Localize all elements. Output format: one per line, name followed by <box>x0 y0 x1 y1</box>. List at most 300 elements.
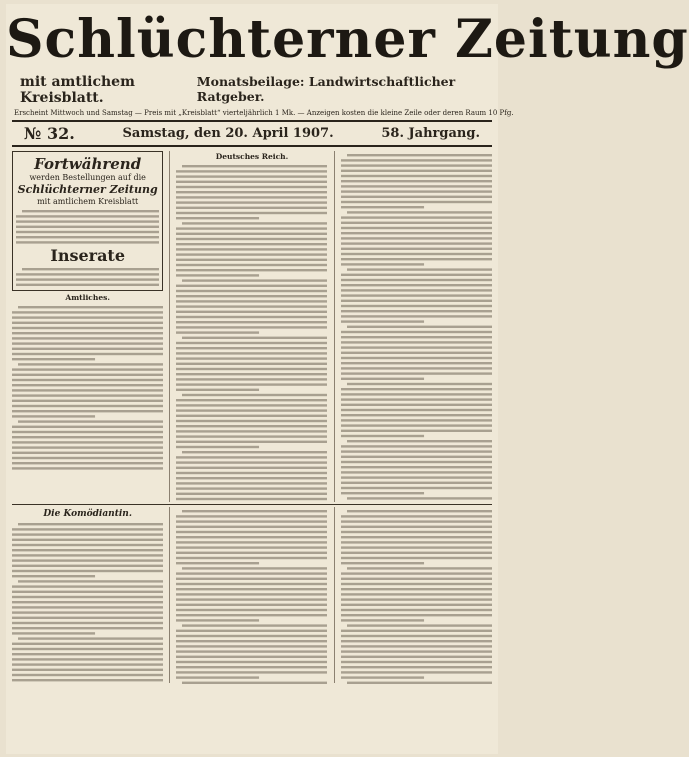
print-line <box>176 331 259 333</box>
print-line <box>176 425 327 427</box>
print-line <box>176 487 327 489</box>
print-line <box>341 526 492 528</box>
print-line <box>176 572 327 574</box>
print-line <box>12 467 163 469</box>
print-line <box>341 456 492 458</box>
print-line <box>176 604 327 606</box>
print-line <box>176 186 327 188</box>
print-line <box>347 154 492 156</box>
print-line <box>176 676 259 678</box>
print-line <box>176 347 327 349</box>
print-line <box>341 645 492 647</box>
print-line <box>341 671 492 673</box>
print-line <box>341 552 492 554</box>
print-line <box>341 531 492 533</box>
print-line <box>347 624 492 626</box>
print-line <box>176 477 327 479</box>
print-line <box>341 583 492 585</box>
print-line <box>176 536 327 538</box>
print-line <box>341 604 492 606</box>
print-line <box>12 669 163 671</box>
feuilleton-column <box>12 507 163 683</box>
print-line <box>341 541 492 543</box>
print-line <box>176 399 327 401</box>
volume-number: 58. Jahrgang. <box>381 126 480 141</box>
print-line <box>341 305 492 307</box>
print-line <box>176 305 327 307</box>
print-line <box>176 650 327 652</box>
print-lines <box>341 507 492 683</box>
print-line <box>182 682 327 684</box>
print-line <box>176 248 327 250</box>
print-line <box>12 322 163 324</box>
print-line <box>176 461 327 463</box>
print-line <box>341 170 492 172</box>
print-line <box>341 409 492 411</box>
print-line <box>176 316 327 318</box>
print-line <box>176 259 327 261</box>
print-line <box>341 476 492 478</box>
ad-inserate: Inserate <box>50 246 125 265</box>
print-line <box>341 336 492 338</box>
print-line <box>341 572 492 574</box>
print-line <box>341 393 492 395</box>
print-line <box>341 232 492 234</box>
print-line <box>12 534 163 536</box>
print-line <box>12 368 163 370</box>
print-line <box>12 539 163 541</box>
print-line <box>12 462 163 464</box>
print-line <box>12 389 163 391</box>
print-line <box>16 273 159 275</box>
print-line <box>182 567 327 569</box>
left-column <box>12 151 163 502</box>
print-line <box>341 614 492 616</box>
print-line <box>176 588 327 590</box>
print-line <box>12 379 163 381</box>
print-line <box>12 384 163 386</box>
print-line <box>341 185 492 187</box>
print-line <box>12 358 95 360</box>
print-line <box>12 591 163 593</box>
print-line <box>341 196 492 198</box>
ad-body-text-2 <box>16 265 159 287</box>
section-divider <box>12 504 492 505</box>
print-line <box>12 528 163 530</box>
print-line <box>341 248 492 250</box>
print-line <box>176 661 327 663</box>
amtliches-text <box>12 303 163 473</box>
print-line <box>341 635 492 637</box>
print-line <box>182 337 327 339</box>
print-line <box>341 487 492 489</box>
print-line <box>22 268 159 270</box>
print-line <box>176 175 327 177</box>
print-line <box>341 164 492 166</box>
print-line <box>12 648 163 650</box>
print-line <box>341 398 492 400</box>
print-line <box>176 207 327 209</box>
print-line <box>176 285 327 287</box>
ad-heading: Fortwährend <box>34 155 142 173</box>
print-line <box>341 357 492 359</box>
print-line <box>347 326 492 328</box>
print-line <box>12 554 163 556</box>
print-line <box>176 191 327 193</box>
print-line <box>12 316 163 318</box>
print-line <box>18 638 163 640</box>
print-line <box>12 627 163 629</box>
print-line <box>341 216 492 218</box>
print-line <box>341 346 492 348</box>
print-line <box>176 420 327 422</box>
print-line <box>22 210 159 212</box>
print-line <box>341 450 492 452</box>
print-line <box>12 452 163 454</box>
print-line <box>341 546 492 548</box>
print-line <box>341 331 492 333</box>
print-line <box>176 467 327 469</box>
print-line <box>341 372 492 374</box>
print-line <box>182 165 327 167</box>
print-line <box>176 666 327 668</box>
print-line <box>341 676 424 678</box>
print-line <box>341 362 492 364</box>
print-line <box>176 233 327 235</box>
print-line <box>176 482 327 484</box>
print-line <box>176 243 327 245</box>
print-lines <box>12 520 163 680</box>
lower-columns <box>6 507 498 683</box>
print-line <box>176 311 327 313</box>
print-line <box>12 426 163 428</box>
print-line <box>341 294 492 296</box>
feuilleton-text-2 <box>176 507 327 683</box>
print-line <box>176 435 327 437</box>
print-line <box>176 531 327 533</box>
print-line <box>12 415 95 417</box>
print-line <box>12 560 163 562</box>
print-line <box>176 389 259 391</box>
print-line <box>341 650 492 652</box>
print-line <box>341 175 492 177</box>
feuilleton-text-3 <box>341 507 492 683</box>
print-line <box>176 326 327 328</box>
print-line <box>12 394 163 396</box>
newspaper-page <box>6 4 689 754</box>
print-line <box>341 242 492 244</box>
print-line <box>18 363 163 365</box>
print-line <box>347 440 492 442</box>
print-line <box>12 441 163 443</box>
print-line <box>341 445 492 447</box>
print-line <box>176 456 327 458</box>
print-line <box>12 570 163 572</box>
print-line <box>12 664 163 666</box>
print-line <box>12 446 163 448</box>
print-line <box>176 295 327 297</box>
print-line <box>176 640 327 642</box>
print-line <box>341 190 492 192</box>
print-line <box>12 311 163 313</box>
print-line <box>176 383 327 385</box>
print-line <box>12 337 163 339</box>
print-line <box>176 645 327 647</box>
print-line <box>341 471 492 473</box>
print-line <box>12 612 163 614</box>
print-line <box>176 472 327 474</box>
print-line <box>341 222 492 224</box>
print-line <box>176 578 327 580</box>
print-line <box>12 374 163 376</box>
subscription-ad <box>12 151 163 291</box>
print-line <box>176 446 259 448</box>
print-line <box>341 237 492 239</box>
print-line <box>341 310 492 312</box>
print-line <box>341 435 424 437</box>
print-line <box>341 630 492 632</box>
print-line <box>341 520 492 522</box>
print-line <box>182 624 327 626</box>
print-line <box>176 619 259 621</box>
print-line <box>16 241 159 243</box>
print-line <box>176 300 327 302</box>
print-line <box>347 383 492 385</box>
print-line <box>12 596 163 598</box>
issue-number: № 32. <box>24 124 75 143</box>
print-line <box>341 315 492 317</box>
print-line <box>341 263 424 265</box>
print-line <box>176 614 327 616</box>
print-line <box>12 400 163 402</box>
print-line <box>12 565 163 567</box>
print-line <box>347 567 492 569</box>
section-amtliches: Amtliches. <box>65 293 110 302</box>
print-line <box>176 598 327 600</box>
feuilleton-column-2 <box>169 507 327 683</box>
print-line <box>341 461 492 463</box>
print-line <box>341 227 492 229</box>
print-line <box>12 544 163 546</box>
print-line <box>341 159 492 161</box>
issue-date: Samstag, den 20. April 1907. <box>122 126 334 141</box>
print-line <box>341 378 424 380</box>
print-line <box>182 510 327 512</box>
print-line <box>16 231 159 233</box>
print-line <box>176 181 327 183</box>
print-line <box>18 580 163 582</box>
print-lines <box>12 303 163 473</box>
print-line <box>16 220 159 222</box>
print-line <box>12 457 163 459</box>
upper-columns <box>6 147 498 502</box>
print-line <box>341 515 492 517</box>
print-line <box>347 268 492 270</box>
masthead-subline <box>6 74 498 106</box>
print-line <box>341 536 492 538</box>
print-line <box>12 606 163 608</box>
masthead-info-line: Erscheint Mittwoch und Samstag — Preis mit „Kreisblatt“ vierteljährlich 1 Mk. — Anzeigen kosten die kleine Zeile oder deren Raum 10 Pfg. <box>14 109 514 117</box>
print-line <box>176 430 327 432</box>
print-line <box>176 368 327 370</box>
print-line <box>176 593 327 595</box>
print-line <box>341 352 492 354</box>
print-line <box>347 682 492 684</box>
print-line <box>176 541 327 543</box>
print-lines <box>176 507 327 683</box>
print-line <box>176 196 327 198</box>
print-line <box>176 342 327 344</box>
print-line <box>341 320 424 322</box>
print-line <box>176 321 327 323</box>
right-column-text <box>341 151 492 501</box>
print-line <box>12 549 163 551</box>
print-line <box>182 222 327 224</box>
print-line <box>341 666 492 668</box>
print-line <box>182 279 327 281</box>
print-line <box>12 679 163 681</box>
section-deutsches-reich: Deutsches Reich. <box>215 152 289 161</box>
print-lines <box>16 265 159 287</box>
print-line <box>182 394 327 396</box>
reich-text <box>176 162 327 502</box>
print-line <box>341 258 492 260</box>
print-line <box>176 526 327 528</box>
print-line <box>341 388 492 390</box>
dateline <box>12 120 492 147</box>
print-line <box>12 436 163 438</box>
print-line <box>341 424 492 426</box>
section-komoediantin: Die Komödiantin. <box>43 509 132 520</box>
print-line <box>341 562 424 564</box>
print-line <box>12 622 163 624</box>
print-line <box>12 353 163 355</box>
print-line <box>341 492 424 494</box>
print-line <box>176 269 327 271</box>
ad-line1: werden Bestellungen auf die <box>29 173 146 182</box>
print-line <box>176 170 327 172</box>
print-line <box>18 523 163 525</box>
print-line <box>176 227 327 229</box>
print-lines <box>341 151 492 501</box>
print-line <box>176 656 327 658</box>
print-line <box>341 253 492 255</box>
print-line <box>12 674 163 676</box>
print-line <box>18 306 163 308</box>
print-line <box>341 404 492 406</box>
print-line <box>341 300 492 302</box>
print-line <box>341 640 492 642</box>
print-line <box>341 588 492 590</box>
print-line <box>176 441 327 443</box>
print-line <box>12 431 163 433</box>
print-line <box>341 289 492 291</box>
print-line <box>341 367 492 369</box>
print-line <box>16 284 159 286</box>
print-line <box>176 217 259 219</box>
print-line <box>341 180 492 182</box>
print-line <box>341 578 492 580</box>
print-line <box>12 327 163 329</box>
print-line <box>341 557 492 559</box>
print-line <box>12 410 163 412</box>
print-line <box>176 373 327 375</box>
print-line <box>12 632 95 634</box>
print-line <box>176 404 327 406</box>
print-line <box>176 671 327 673</box>
print-line <box>341 619 424 621</box>
print-line <box>341 661 492 663</box>
print-line <box>341 279 492 281</box>
print-line <box>12 342 163 344</box>
print-line <box>341 201 492 203</box>
print-lines <box>176 162 327 502</box>
print-line <box>176 378 327 380</box>
print-line <box>347 497 492 499</box>
print-line <box>176 493 327 495</box>
print-line <box>341 593 492 595</box>
print-line <box>176 562 259 564</box>
feuilleton-column-3 <box>334 507 492 683</box>
print-line <box>176 357 327 359</box>
print-line <box>341 482 492 484</box>
middle-column <box>169 151 327 502</box>
print-line <box>176 515 327 517</box>
print-line <box>347 211 492 213</box>
print-line <box>176 212 327 214</box>
print-line <box>341 206 424 208</box>
print-line <box>176 352 327 354</box>
print-line <box>12 586 163 588</box>
print-line <box>176 520 327 522</box>
print-line <box>12 575 95 577</box>
print-line <box>341 598 492 600</box>
feuilleton-text-1 <box>12 520 163 680</box>
print-line <box>12 332 163 334</box>
print-line <box>176 201 327 203</box>
print-line <box>12 348 163 350</box>
print-line <box>341 430 492 432</box>
print-line <box>176 630 327 632</box>
print-line <box>182 451 327 453</box>
print-line <box>12 617 163 619</box>
print-line <box>341 466 492 468</box>
print-line <box>341 609 492 611</box>
print-line <box>12 643 163 645</box>
print-line <box>341 284 492 286</box>
print-line <box>341 656 492 658</box>
print-line <box>16 226 159 228</box>
print-line <box>16 278 159 280</box>
print-line <box>176 552 327 554</box>
masthead-title: Schlüchterner Zeitung <box>6 9 689 70</box>
print-line <box>176 546 327 548</box>
print-lines <box>16 207 159 247</box>
print-line <box>16 215 159 217</box>
print-line <box>176 557 327 559</box>
right-column <box>334 151 492 502</box>
print-line <box>341 274 492 276</box>
print-line <box>347 510 492 512</box>
masthead-subtitle-right: Monatsbeilage: Landwirtschaftlicher Ratgeber. <box>196 74 456 104</box>
print-line <box>176 498 327 500</box>
print-line <box>176 363 327 365</box>
print-line <box>341 414 492 416</box>
masthead-subtitle-left: mit amtlichem Kreisblatt. <box>20 74 135 106</box>
ad-body-text <box>16 207 159 247</box>
print-line <box>176 583 327 585</box>
print-line <box>176 609 327 611</box>
